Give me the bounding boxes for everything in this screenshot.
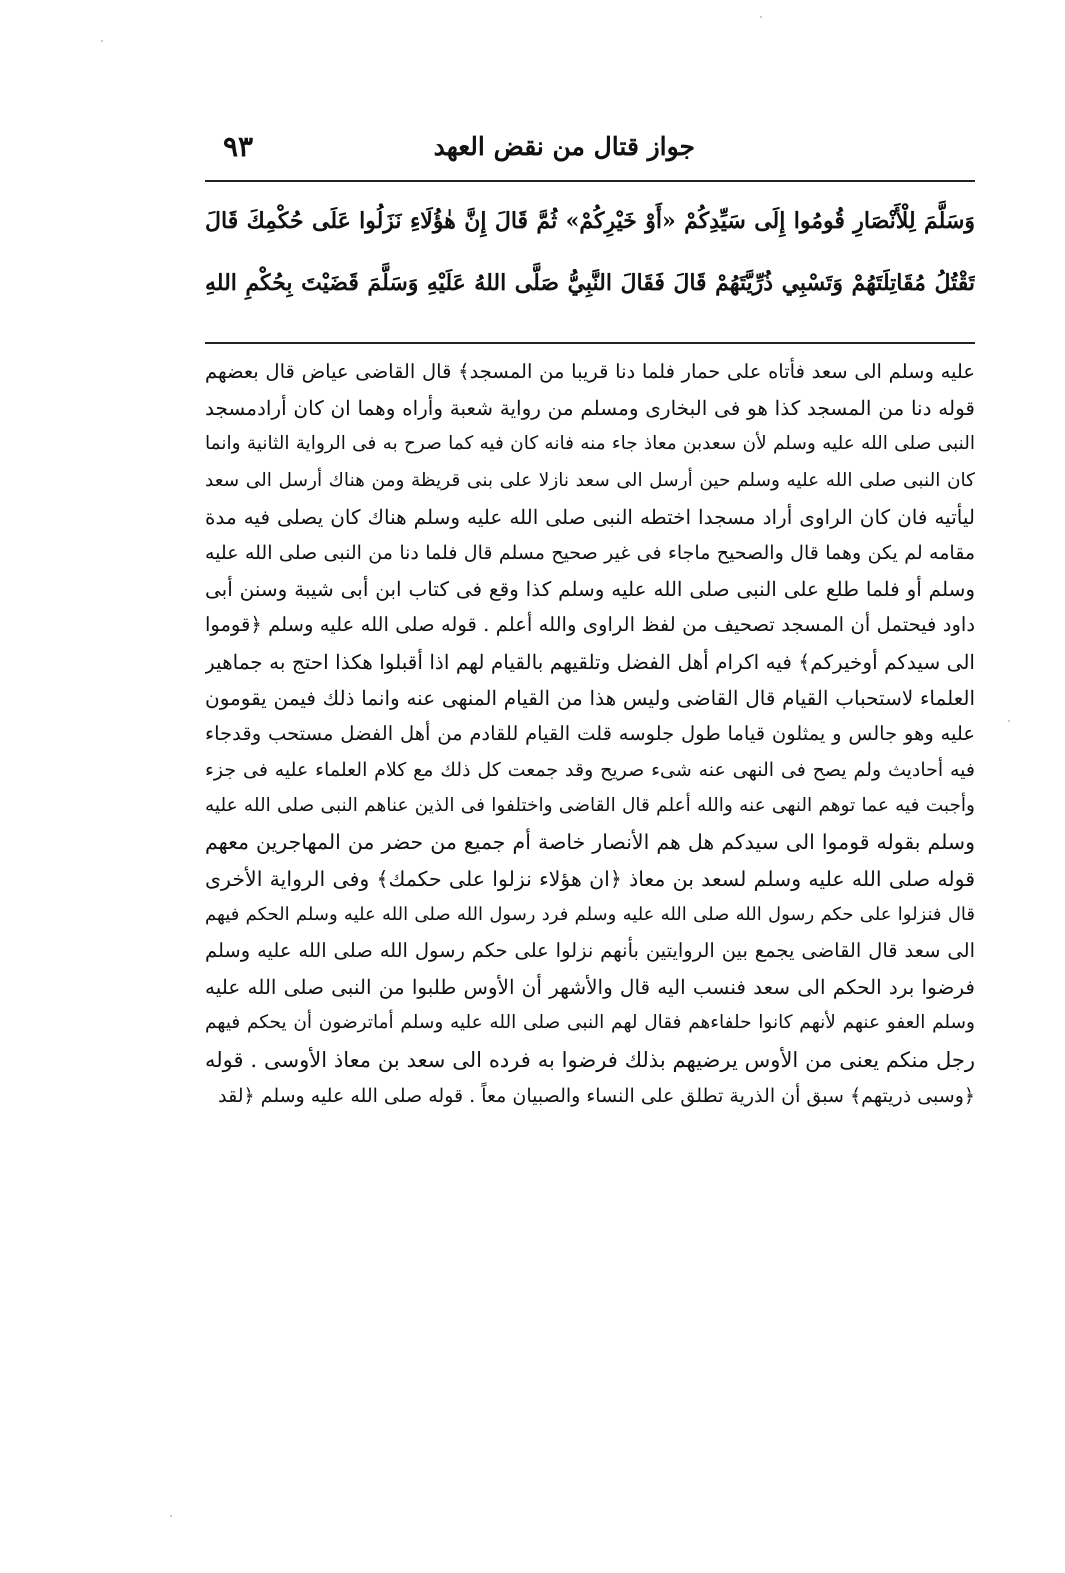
commentary-line: فيه أحاديث ولم يصح فى النهى عنه شىء صريح وقد جمعت كل ذلك مع كلام العلماء عليه فى جزء (205, 759, 975, 782)
scan-speck (101, 40, 103, 42)
commentary-line: رجل منكم يعنى من الأوس يرضيهم بذلك فرضوا به فرده الى سعد بن معاذ الأوسى . قوله (205, 1047, 975, 1072)
commentary-line: عليه وسلم الى سعد فأتاه على حمار فلما دنا قريبا من المسجد﴾ قال القاضى عياض قال بعضهم (205, 360, 975, 383)
commentary-line: قال فنزلوا على حكم رسول الله صلى الله عليه وسلم فرد رسول الله صلى الله عليه وسلم الحكم فيهم (205, 903, 975, 925)
commentary-line: وسلم أو فلما طلع على النبى صلى الله عليه وسلم كذا وقع فى كتاب ابن أبى شيبة وسنن أبى (205, 577, 975, 602)
commentary-line: العلماء لاستحباب القيام قال القاضى وليس هذا من القيام المنهى عنه وانما ذلك فيمن يقومون (205, 685, 975, 710)
commentary-text (205, 354, 975, 1114)
hadith-line: وَسَلَّمَ لِلْأَنْصَارِ قُومُوا إِلَى سَيِّدِكُمْ «أَوْ خَيْرِكُمْ» ثُمَّ قَالَ إِنَّ هٰؤُلَاءِ نَزَلُوا عَلَى حُكْمِكَ قَالَ (205, 208, 975, 234)
scan-speck (760, 16, 762, 18)
page-number: ٩٣ (223, 130, 254, 163)
commentary-line: قوله دنا من المسجد كذا هو فى البخارى ومسلم من رواية شعبة وأراه وهما ان كان أرادمسجد (205, 396, 975, 421)
separator-rule (205, 342, 975, 344)
header-rule (205, 180, 975, 182)
commentary-line: ﴿وسبى ذريتهم﴾ سبق أن الذرية تطلق على النساء والصبيان معاً . قوله صلى الله عليه وسلم ﴿لقد (218, 1084, 975, 1107)
commentary-line: الى سعد قال القاضى يجمع بين الروايتين بأنهم نزلوا على حكم رسول الله صلى الله عليه وسلم (205, 939, 975, 962)
commentary-line: الى سيدكم أوخيركم﴾ فيه اكرام أهل الفضل وتلقيهم بالقيام لهم اذا أقبلوا هكذا احتج به جماهير (205, 649, 975, 674)
commentary-line: عليه وهو جالس و يمثلون قياما طول جلوسه قلت القيام للقادم من أهل الفضل مستحب وقدجاء (205, 721, 975, 745)
hadith-line: تَقْتُلُ مُقَاتِلَتَهُمْ وَتَسْبِي ذُرِّيَّتَهُمْ قَالَ فَقَالَ النَّبِيُّ صَلَّى اللهُ عَلَيْهِ وَسَلَّمَ قَضَيْتَ بِحُكْمِ اللهِ (205, 270, 975, 296)
commentary-line: وسلم العفو عنهم لأنهم كانوا حلفاءهم فقال لهم النبى صلى الله عليه وسلم أماترضون أن يحكم فيهم (205, 1012, 975, 1034)
commentary-line: ليأتيه فان كان الراوى أراد مسجدا اختطه النبى صلى الله عليه وسلم هناك كان يصلى فيه مدة (205, 504, 975, 529)
commentary-line: كان النبى صلى الله عليه وسلم حين أرسل الى سعد نازلا على بنى قريظة ومن هناك أرسل الى سعد (205, 469, 975, 491)
commentary-line: النبى صلى الله عليه وسلم لأن سعدبن معاذ جاء منه فانه كان فيه كما صرح به فى الرواية الثانية وانما (205, 433, 975, 455)
page-header (205, 128, 975, 174)
running-title: جواز قتال من نقض العهد (433, 132, 695, 161)
commentary-line: وأجبت فيه عما توهم النهى عنه والله أعلم قال القاضى واختلفوا فى الذين عناهم النبى صلى الله عليه (205, 795, 975, 817)
commentary-line: فرضوا برد الحكم الى سعد فنسب اليه قال والأشهر أن الأوس طلبوا من النبى صلى الله عليه (205, 975, 975, 1000)
scan-speck (1008, 720, 1010, 722)
hadith-text (205, 190, 975, 314)
commentary-line: مقامه لم يكن وهما قال والصحيح ماجاء فى غير صحيح مسلم قال فلما دنا من النبى صلى الله عليه (205, 541, 975, 564)
commentary-line: داود فيحتمل أن المسجد تصحيف من لفظ الراوى والله أعلم . قوله صلى الله عليه وسلم ﴿قوموا (205, 613, 975, 637)
scan-speck (170, 1515, 172, 1517)
commentary-line: وسلم بقوله قوموا الى سيدكم هل هم الأنصار خاصة أم جميع من حضر من المهاجرين معهم (205, 830, 975, 855)
commentary-line: قوله صلى الله عليه وسلم لسعد بن معاذ ﴿ان هؤلاء نزلوا على حكمك﴾ وفى الرواية الأخرى (205, 866, 975, 891)
